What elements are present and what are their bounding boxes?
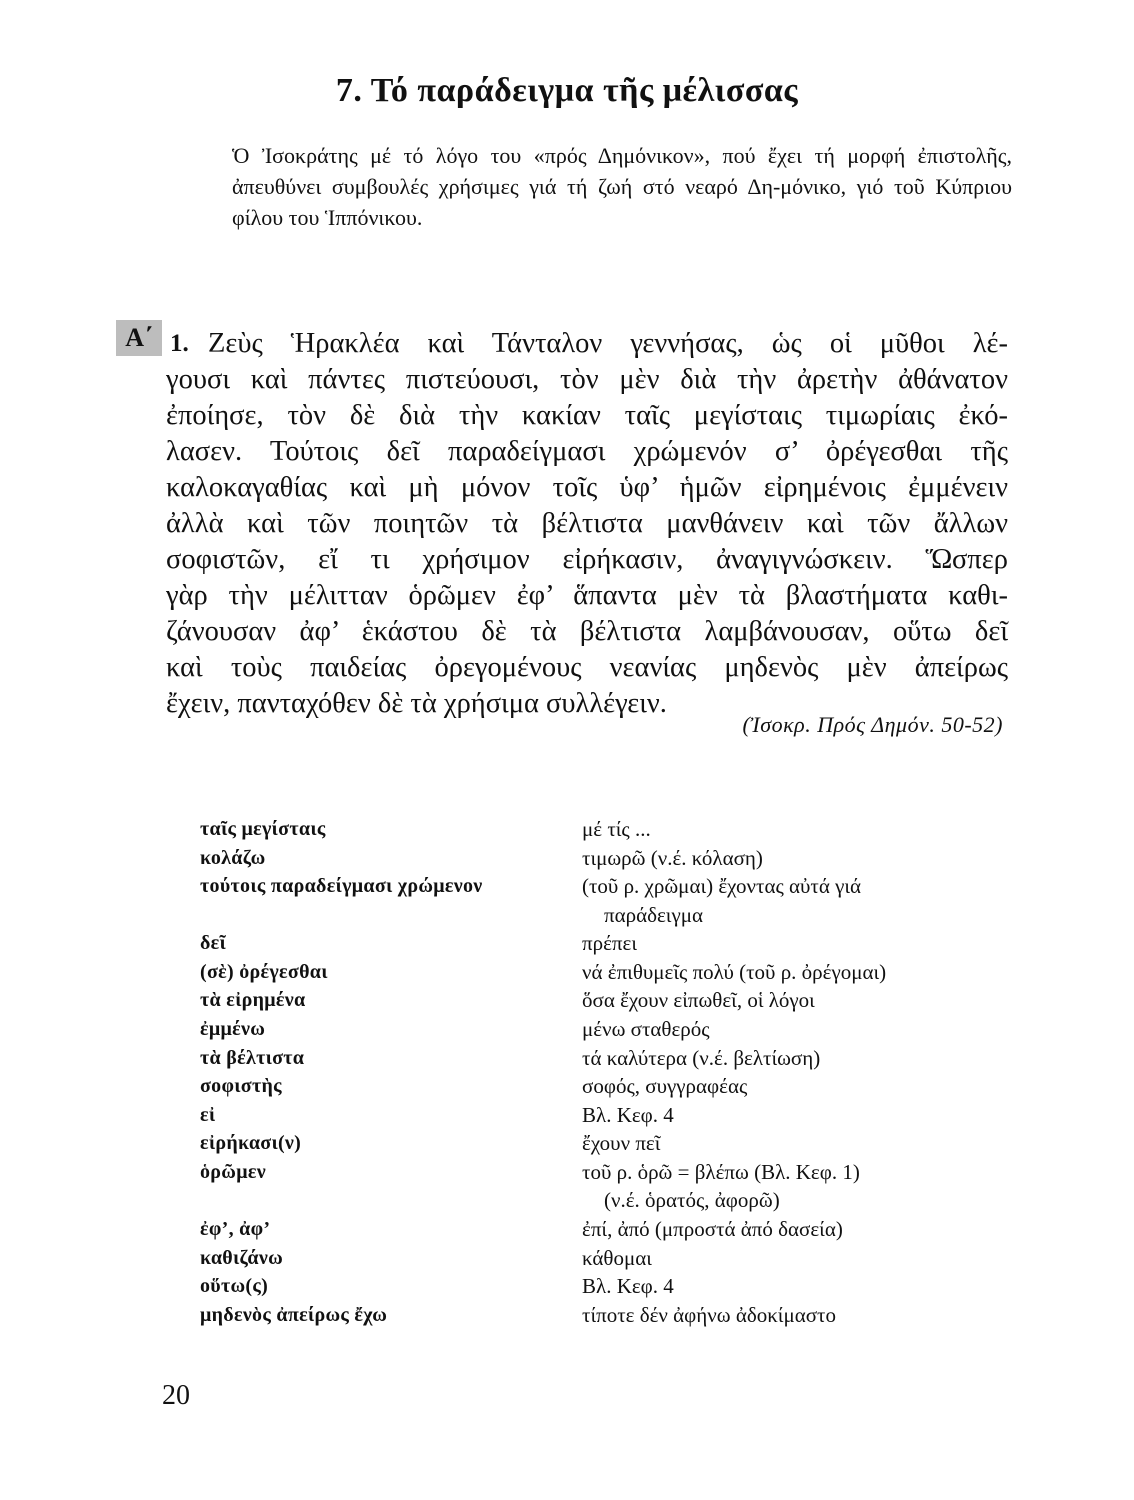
glossary-entry: [200, 1272, 1020, 1301]
text-line: λασεν. Τούτοις δεῖ παραδείγμασι χρώμενόν σ’ ὀρέγεσθαι τῆς: [166, 436, 1008, 467]
glossary-entry: [200, 929, 1020, 958]
glossary-definition: νά ἐπιθυμεῖς πολύ (τοῦ ρ. ὀρέγομαι): [582, 959, 887, 984]
glossary-term: τούτοις παραδείγμασι χρώμενον: [200, 875, 483, 898]
glossary-definition: ὅσα ἔχουν εἰπωθεῖ, οἱ λόγοι: [582, 988, 815, 1013]
glossary-definition: Βλ. Κεφ. 4: [582, 1102, 674, 1127]
glossary-term: κολάζω: [200, 846, 266, 869]
section-label-badge: Α΄: [116, 320, 162, 356]
glossary-definition: σοφός, συγγραφέας: [582, 1074, 748, 1099]
glossary-entry: [200, 1158, 1020, 1215]
glossary-entry: [200, 844, 1020, 873]
paragraph-number: 1.: [170, 330, 189, 357]
text-line: καὶ τοὺς παιδείας ὀρεγομένους νεανίας μηδενὸς μὲν ἀπείρως: [166, 652, 1008, 683]
glossary-entry: [200, 815, 1020, 844]
text-line: Ζεὺς Ἡρακλέα καὶ Τάνταλον γεννήσας, ὡς οἱ μῦθοι λέ-: [208, 328, 1008, 359]
glossary-term: σοφιστὴς: [200, 1075, 282, 1098]
source-citation: (Ἰσοκρ. Πρός Δημόν. 50-52): [742, 712, 1003, 737]
glossary-term: οὕτω(ς): [200, 1275, 269, 1298]
glossary-term: τὰ βέλτιστα: [200, 1046, 305, 1069]
glossary-definition: τίποτε δέν ἀφήνω ἀδοκίμαστο: [582, 1302, 836, 1327]
glossary-definition: τιμωρῶ (ν.έ. κόλαση): [582, 845, 763, 870]
glossary-entry: [200, 1301, 1020, 1330]
glossary-list: [200, 815, 1020, 1329]
glossary-entry: [200, 1072, 1020, 1101]
glossary-term: ὁρῶμεν: [200, 1160, 266, 1183]
glossary-definition: κάθομαι: [582, 1245, 652, 1270]
glossary-definition-text: (τοῦ ρ. χρῶμαι) ἔχοντας αὐτά γιά: [582, 874, 862, 899]
glossary-definition: μέ τίς ...: [582, 817, 651, 841]
glossary-definition-text: τοῦ ρ. ὁρῶ = βλέπω (Βλ. Κεφ. 1): [582, 1159, 860, 1184]
text-line: ἀλλὰ καὶ τῶν ποιητῶν τὰ βέλτιστα μανθάνειν καὶ τῶν ἄλλων: [166, 508, 1008, 539]
glossary-term: ἐφ’, ἀφ’: [200, 1217, 271, 1240]
glossary-definition: τά καλύτερα (ν.έ. βελτίωση): [582, 1045, 821, 1070]
glossary-definition: πρέπει: [582, 931, 637, 956]
glossary-definition: Βλ. Κεφ. 4: [582, 1274, 674, 1299]
glossary-entry: [200, 1044, 1020, 1073]
glossary-entry: [200, 958, 1020, 987]
text-line: καλοκαγαθίας καὶ μὴ μόνον τοῖς ὑφ’ ἡμῶν εἰρημένοις ἐμμένειν: [166, 472, 1008, 503]
glossary-definition: ἔχουν πεῖ: [582, 1131, 661, 1156]
intro-paragraph: Ὁ Ἰσοκράτης μέ τό λόγο του «πρός Δημόνικον», πού ἔχει τή μορφή ἐπιστολῆς, ἀπευθύνει συμβουλές χρήσιμες γιά τή ζωή στό νεαρό Δη-μόνικο, γιό τοῦ Κύπριου φίλου του Ἱππόνικου.: [232, 143, 1012, 230]
glossary-term: μηδενὸς ἀπείρως ἔχω: [200, 1303, 388, 1326]
text-line: ἐποίησε, τὸν δὲ διὰ τὴν κακίαν ταῖς μεγίσταις τιμωρίαις ἐκό-: [166, 400, 1008, 431]
glossary-entry: [200, 1215, 1020, 1244]
glossary-entry: [200, 1015, 1020, 1044]
glossary-term: ἐμμένω: [200, 1017, 266, 1040]
text-line: γουσι καὶ πάντες πιστεύουσι, τὸν μὲν διὰ τὴν ἀρετὴν ἀθάνατον: [166, 364, 1008, 395]
page-number: 20: [162, 1380, 190, 1411]
glossary-term: καθιζάνω: [200, 1246, 284, 1269]
glossary-term: (σὲ) ὀρέγεσθαι: [200, 960, 328, 983]
text-line: ἔχειν, πανταχόθεν δὲ τὰ χρήσιμα συλλέγειν.: [166, 688, 667, 719]
glossary-term: ταῖς μεγίσταις: [200, 818, 326, 840]
glossary-definition: [582, 872, 1022, 929]
glossary-entry: [200, 1101, 1020, 1130]
glossary-definition-continuation: παράδειγμα: [604, 902, 703, 927]
ancient-text-passage: [166, 326, 1008, 722]
glossary-definition: μένω σταθερός: [582, 1016, 710, 1041]
glossary-entry: [200, 872, 1020, 929]
text-line: γὰρ τὴν μέλιτταν ὁρῶμεν ἐφ’ ἅπαντα μὲν τὰ βλαστήματα καθι-: [166, 580, 1008, 611]
glossary-entry: [200, 986, 1020, 1015]
glossary-entry: [200, 1129, 1020, 1158]
glossary-term: δεῖ: [200, 932, 227, 955]
chapter-title: 7. Τό παράδειγμα τῆς μέλισσας: [335, 72, 799, 109]
glossary-term: εἰ: [200, 1103, 216, 1126]
glossary-entry: [200, 1244, 1020, 1273]
glossary-term: εἰρήκασι(ν): [200, 1132, 302, 1155]
glossary-definition: [582, 1158, 1022, 1215]
text-line: ζάνουσαν ἀφ’ ἑκάστου δὲ τὰ βέλτιστα λαμβάνουσαν, οὕτω δεῖ: [166, 616, 1008, 647]
text-line: σοφιστῶν, εἴ τι χρήσιμον εἰρήκασιν, ἀναγιγνώσκειν. Ὥσπερ: [166, 544, 1008, 575]
glossary-definition-continuation: (ν.έ. ὁρατός, ἀφορῶ): [604, 1188, 780, 1213]
glossary-definition: ἐπί, ἀπό (μπροστά ἀπό δασεία): [582, 1216, 843, 1241]
glossary-term: τὰ εἰρημένα: [200, 989, 306, 1012]
